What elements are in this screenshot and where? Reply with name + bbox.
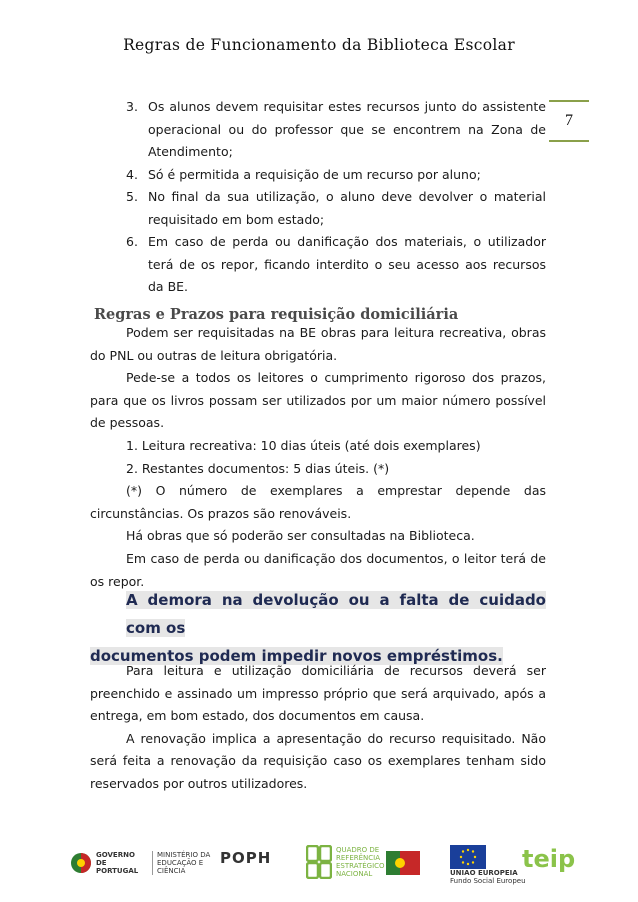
qren-caption: QUADRO DE REFERÊNCIA ESTRATÉGICO NACIONAL	[336, 846, 385, 878]
section-title: Regras e Prazos para requisição domiciliária	[94, 306, 459, 323]
qren-mark-icon	[306, 845, 332, 879]
list-text: Só é permitida a requisição de um recurso por aluno;	[148, 166, 481, 182]
list-number: 5.	[126, 189, 138, 204]
list-item	[126, 231, 546, 299]
paragraph: Há obras que só poderão ser consultadas na Biblioteca.	[126, 528, 475, 544]
page-header-title: Regras de Funcionamento da Biblioteca Escolar	[123, 36, 515, 54]
deadline-item: 2. Restantes documentos: 5 dias úteis. (*)	[126, 460, 390, 476]
teip-text: teip	[522, 845, 576, 873]
page-number-box	[549, 100, 589, 142]
page-number: 7	[565, 112, 573, 129]
paragraph: A renovação implica a apresentação do recurso requisitado. Não será feita a renovação da requisição caso os exemplares tenham sido reservados por outros utilizadores.	[90, 730, 546, 791]
list-number: 3.	[126, 99, 138, 114]
closing-body	[90, 660, 546, 796]
list-number: 6.	[126, 234, 138, 249]
list-number: 4.	[126, 166, 138, 182]
portugal-emblem-icon	[70, 852, 92, 874]
eu-text: UNIÃO EUROPEIA	[450, 869, 518, 877]
footer-logos	[70, 845, 590, 885]
teip-logo	[522, 845, 575, 873]
paragraph: Para leitura e utilização domiciliária de recursos deverá ser preenchido e assinado um impresso próprio que será arquivado, após a entrega, em bom estado, dos documentos em causa.	[90, 663, 546, 724]
paragraph: (*) O número de exemplares a emprestar depende das circunstâncias. Os prazos são renováveis.	[90, 483, 546, 521]
list-item	[126, 164, 546, 187]
list-text: Em caso de perda ou danificação dos materiais, o utilizador terá de os repor, ficando interdito o seu acesso aos recursos da BE.	[148, 234, 546, 294]
list-item	[126, 96, 546, 164]
poph-text: POPH	[220, 849, 272, 867]
poph-logo	[220, 849, 271, 867]
portugal-flag	[386, 851, 420, 875]
uniao-europeia-logo	[450, 845, 526, 885]
highlight-line: documentos podem impedir novos empréstimos.	[90, 647, 503, 665]
highlight-notice	[90, 586, 546, 670]
qren-logo	[306, 845, 386, 879]
ministry-text: MINISTÉRIO DA EDUCAÇÃO E CIÊNCIA	[152, 851, 217, 875]
list-text: No final da sua utilização, o aluno deve devolver o material requisitado em bom estado;	[148, 189, 546, 227]
list-item	[126, 186, 546, 231]
section-body	[90, 322, 546, 593]
list-text: Os alunos devem requisitar estes recursos junto do assistente operacional ou do professor que se encontrem na Zona de Atendimento;	[148, 99, 546, 159]
rules-list	[126, 96, 546, 299]
paragraph: Em caso de perda ou danificação dos documentos, o leitor terá de os repor.	[90, 550, 546, 589]
paragraph: Podem ser requisitadas na BE obras para leitura recreativa, obras do PNL ou outras de leitura obrigatória.	[90, 325, 546, 363]
eu-flag-icon	[450, 845, 486, 869]
highlight-line: A demora na devolução ou a falta de cuidado com os	[126, 591, 546, 637]
paragraph: Pede-se a todos os leitores o cumprimento rigoroso dos prazos, para que os livros possam ser utilizados por um maior número possível de pessoas.	[90, 370, 546, 431]
gov-text: GOVERNO DE PORTUGAL	[96, 851, 139, 875]
eu-caption: Fundo Social Europeu	[450, 877, 526, 885]
governo-portugal-logo	[70, 851, 217, 875]
portugal-flag-icon	[386, 851, 420, 875]
deadline-item: 1. Leitura recreativa: 10 dias úteis (até dois exemplares)	[126, 437, 481, 453]
